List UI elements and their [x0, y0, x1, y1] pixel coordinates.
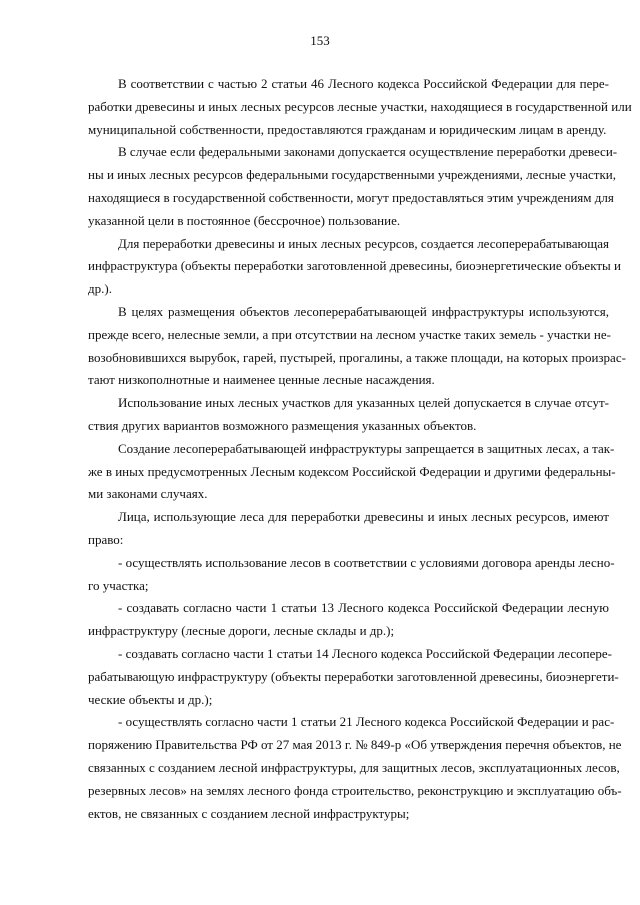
text-line: Для переработки древесины и иных лесных ресурсов, создается лесоперерабатывающая	[118, 235, 609, 251]
paragraph	[88, 233, 621, 301]
text-line: связанных с созданием лесной инфраструктуры, для защитных лесов, эксплуатационных лесов,	[88, 759, 620, 775]
text-line: ческие объекты и др.);	[88, 691, 213, 707]
text-line: право:	[88, 531, 124, 547]
text-line: ектов, не связанных с созданием лесной инфраструктуры;	[88, 805, 410, 821]
text-line: возобновившихся вырубок, гарей, пустырей, прогалины, а также площади, на которых произрас-	[88, 349, 626, 365]
paragraph	[88, 438, 616, 506]
text-line: го участка;	[88, 577, 149, 593]
text-line: указанной цели в постоянное (бессрочное) пользование.	[88, 212, 401, 228]
text-line: В целях размещения объектов лесоперерабатывающей инфраструктуры используются,	[118, 303, 609, 319]
text-line: муниципальной собственности, предоставляются гражданам и юридическим лицам в аренду.	[88, 121, 607, 137]
text-line: инфраструктуру (лесные дороги, лесные склады и др.);	[88, 623, 395, 639]
text-line: резервных лесов» на землях лесного фонда строительство, реконструкцию и эксплуатацию объ-	[88, 782, 622, 798]
paragraph	[88, 506, 609, 552]
document-body	[88, 73, 632, 825]
text-line: - осуществлять согласно части 1 статьи 21 Лесного кодекса Российской Федерации и рас-	[118, 714, 615, 730]
text-line: прежде всего, нелесные земли, а при отсутствии на лесном участке таких земель - участки не-	[88, 326, 611, 342]
text-line: ны и иных лесных ресурсов федеральными государственными учреждениями, лесные участки,	[88, 167, 616, 183]
paragraph	[88, 73, 632, 141]
paragraph	[88, 301, 626, 392]
text-line: ми законами случаях.	[88, 486, 208, 502]
text-line: Лица, использующие леса для переработки древесины и иных лесных ресурсов, имеют	[118, 509, 609, 525]
text-line: - создавать согласно части 1 статьи 14 Лесного кодекса Российской Федерации лесопере-	[118, 645, 612, 661]
text-line: Использование иных лесных участков для указанных целей допускается в случае отсут-	[118, 395, 609, 411]
list-item	[88, 711, 622, 825]
text-line: инфраструктура (объекты переработки заготовленной древесины, биоэнергетические объекты и	[88, 258, 621, 274]
paragraph	[88, 141, 618, 232]
text-line: В случае если федеральными законами допускается осуществление переработки древеси-	[118, 144, 618, 160]
text-line: тают низкополнотные и наименее ценные лесные насаждения.	[88, 372, 435, 388]
text-line: - создавать согласно части 1 статьи 13 Лесного кодекса Российской Федерации лесную	[118, 600, 609, 616]
text-line: работки древесины и иных лесных ресурсов лесные участки, находящиеся в государственной или	[88, 98, 632, 114]
text-line: - осуществлять использование лесов в соответствии с условиями договора аренды лесно-	[118, 554, 615, 570]
text-line: др.).	[88, 281, 112, 297]
text-line: же в иных предусмотренных Лесным кодексом Российской Федерации и другими федеральны-	[88, 463, 616, 479]
text-line: ствия других вариантов возможного размещения указанных объектов.	[88, 417, 477, 433]
text-line: рабатывающую инфраструктуру (объекты переработки заготовленной древесины, биоэнергети-	[88, 668, 619, 684]
list-item	[88, 597, 609, 643]
text-line: В соответствии с частью 2 статьи 46 Лесного кодекса Российской Федерации для пере-	[118, 76, 609, 91]
list-item	[88, 643, 619, 711]
list-item	[88, 552, 615, 598]
text-line: поряжению Правительства РФ от 27 мая 2013 г. № 849-р «Об утверждения перечня объектов, не	[88, 737, 622, 753]
text-line: находящиеся в государственной собственности, могут предоставляться этим учреждениям для	[88, 189, 614, 205]
text-line: Создание лесоперерабатывающей инфраструктуры запрещается в защитных лесах, а так-	[118, 440, 615, 456]
page-number: 153	[310, 33, 330, 48]
paragraph	[88, 392, 609, 438]
